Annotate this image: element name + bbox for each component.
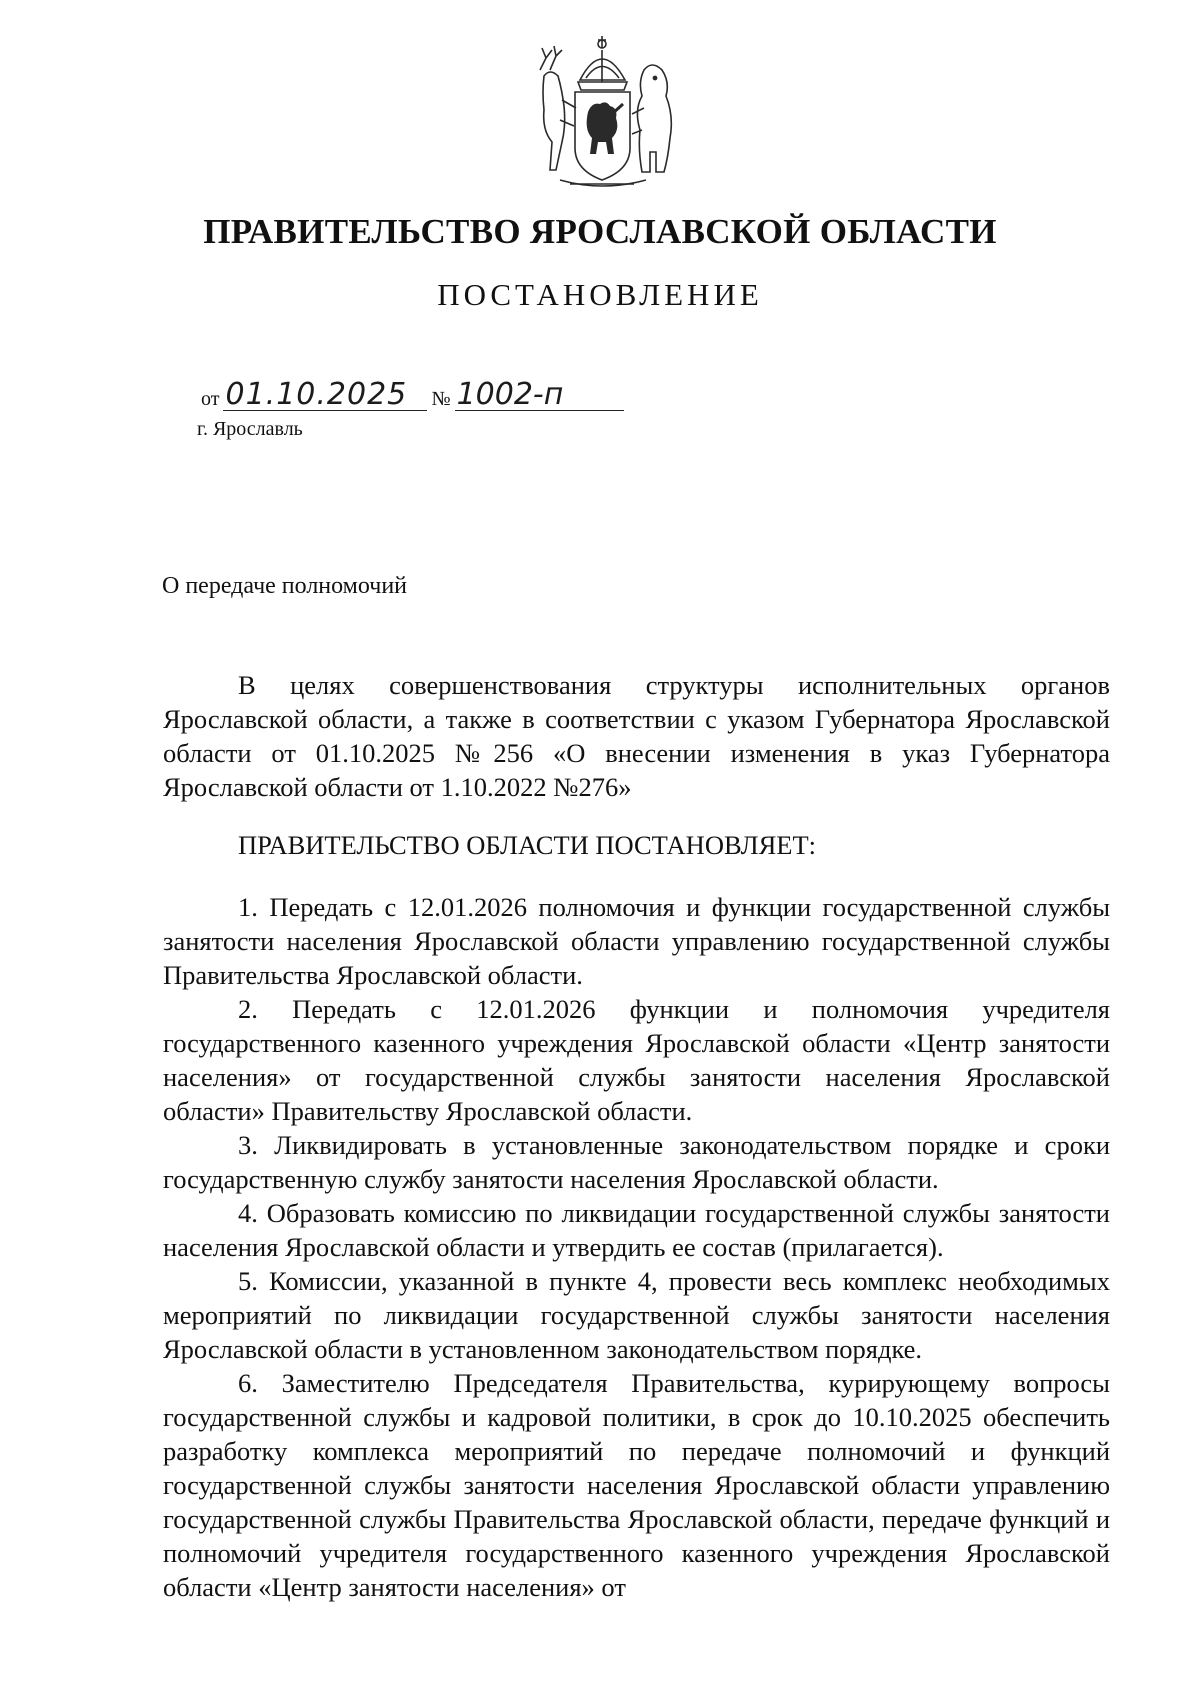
from-label: от <box>201 388 220 410</box>
list-item: 6. Заместителю Председателя Правительства, курирующему вопросы государственной службы и кадровой политики, в срок до 10.10.2025 обеспечить разработку комплекса мероприятий по передаче полномочий и функций государственной службы занятости населения Ярославской области управлению государственной службы Правительства Ярославской области, передаче функций и полномочий учредителя государственного казенного учреждения Ярославской области «Центр занятости населения» от <box>163 1368 1110 1602</box>
document-subject: О передаче полномочий <box>162 573 408 599</box>
preamble-paragraph: В целях совершенствования структуры исполнительных органов Ярославской области, а также в соответствии с указом Губернатора Ярославской области от 01.10.2025 №256 «О внесении изменения в указ Губернатора Ярославской области от 1.10.2022 №276» <box>163 670 1110 802</box>
list-item: 2. Передать с 12.01.2026 функции и полномочия учредителя государственного казенного учреждения Ярославской области «Центр занятости населения» от государственной службы занятости населения Ярославской области» Правительству Ярославской области. <box>163 994 1110 1126</box>
resolution-items <box>163 890 1110 1604</box>
date-number-line <box>197 377 624 412</box>
number-label: № <box>431 388 451 410</box>
document-date: 01.10.2025 <box>223 380 427 411</box>
government-title: ПРАВИТЕЛЬСТВО ЯРОСЛАВСКОЙ ОБЛАСТИ <box>203 212 997 251</box>
list-item: 4. Образовать комиссию по ликвидации государственной службы занятости населения Ярославской области и утвердить ее состав (прилагается). <box>163 1198 1110 1262</box>
list-item: 5. Комиссии, указанной в пункте 4, провести весь комплекс необходимых мероприятий по ликвидации государственной службы занятости населения Ярославской области в установленном законодательством порядке. <box>163 1266 1110 1364</box>
city: г. Ярославль <box>197 418 303 440</box>
resolves-heading: ПРАВИТЕЛЬСТВО ОБЛАСТИ ПОСТАНОВЛЯЕТ: <box>238 830 817 860</box>
document-type: ПОСТАНОВЛЕНИЕ <box>437 277 763 312</box>
list-item: 3. Ликвидировать в установленные законодательством порядке и сроки государственную службу занятости населения Ярославской области. <box>163 1130 1110 1194</box>
list-item: 1. Передать с 12.01.2026 полномочия и функции государственной службы занятости населения Ярославской области управлению государственной службы Правительства Ярославской области. <box>163 892 1110 990</box>
document-number: 1002-п <box>455 380 624 411</box>
yaroslavl-region-coat-of-arms-icon <box>520 30 685 195</box>
